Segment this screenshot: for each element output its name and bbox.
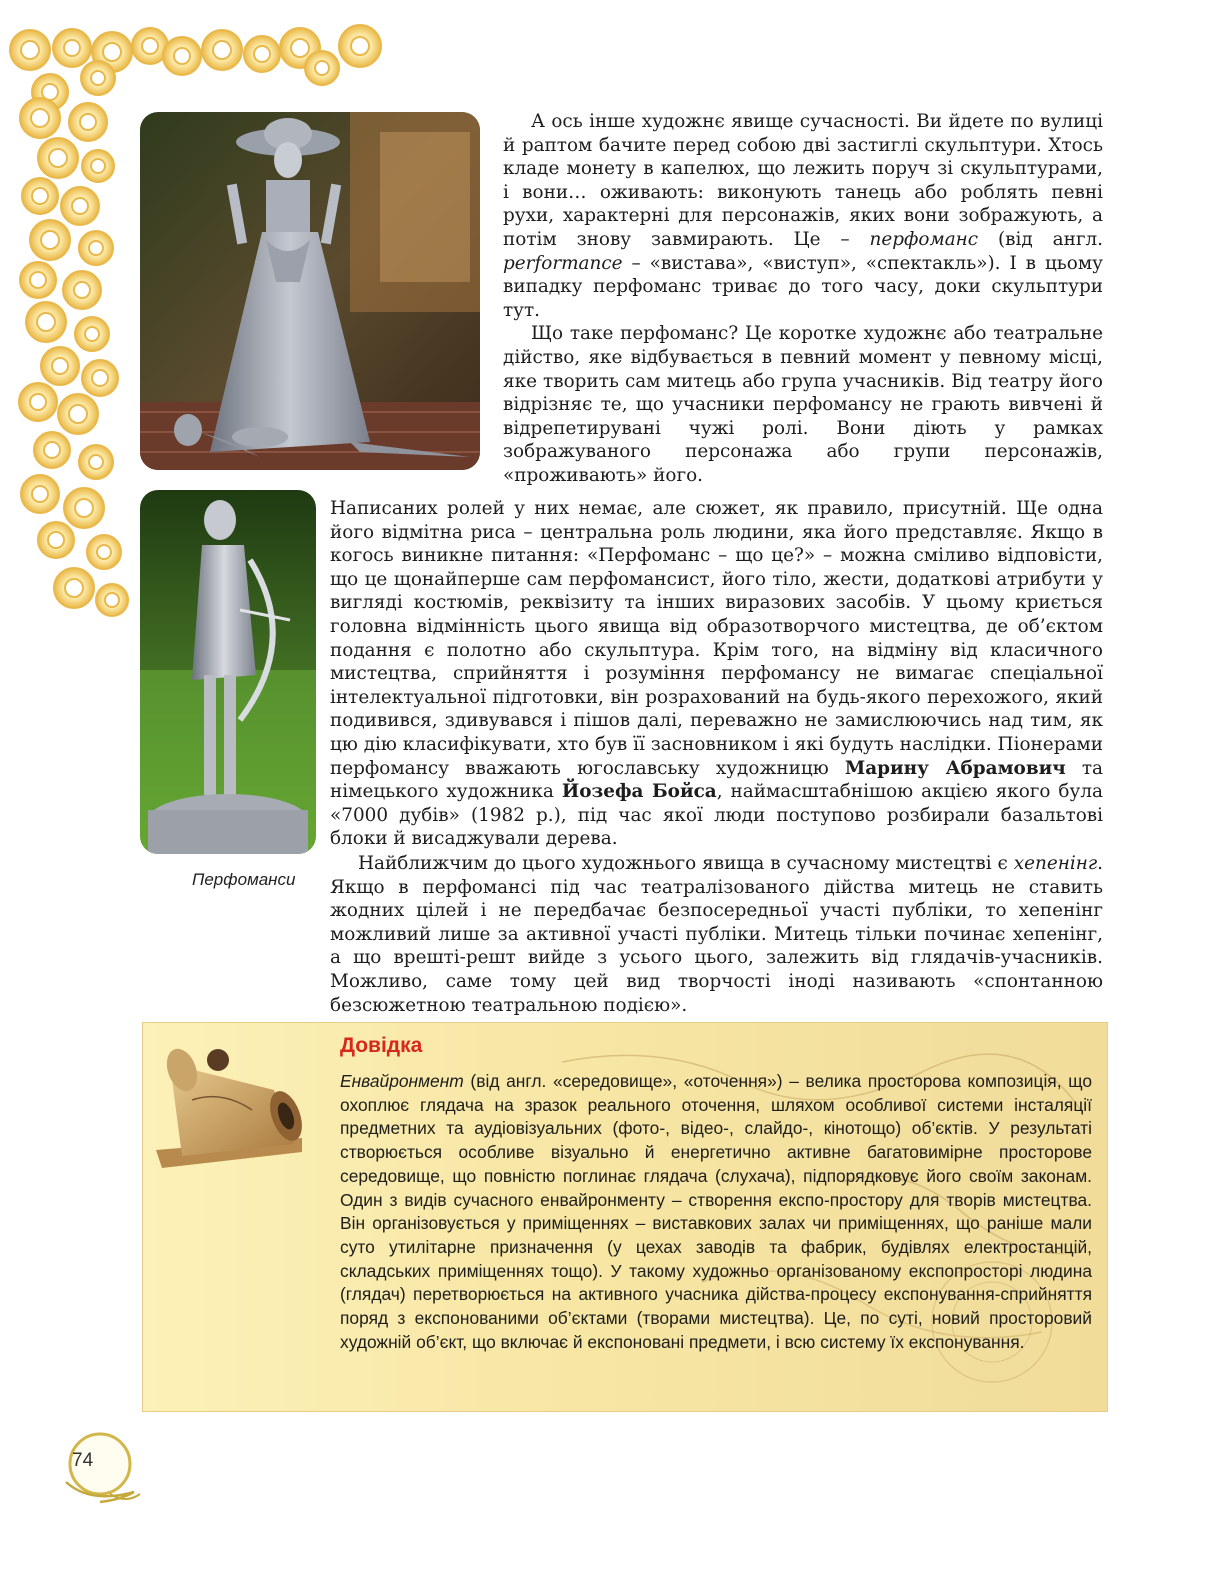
term-performance-english: performance xyxy=(503,252,623,274)
paragraph-1: А ось інше художнє явище сучасності. Ви йдете по вулиці й раптом бачите перед собою дві застиглі скульптури. Хтось кладе монету в капелюх, що лежить поруч зі скульптурами, і вони… оживають: виконують танець або роблять певні рухи, характерні для персонажів, яких вони зображують, а потім знову завмирають. Це – перфоманс (від англ. performance – «вистава», «виступ», «спектакль»). І в цьому випадку перфоманс триває до того часу, доки скульптури тут. xyxy=(503,111,1103,321)
artist-name-abramovic: Марину Абрамович xyxy=(844,757,1066,779)
statue-archer-photo xyxy=(140,490,316,854)
article-text-middle xyxy=(330,497,1103,851)
page-number: 74 xyxy=(72,1450,94,1471)
reference-box xyxy=(142,1022,1108,1412)
article-text-bottom xyxy=(330,852,1103,1017)
term-happening: хепенінг xyxy=(1013,853,1098,874)
paragraph-2-continued: Написаних ролей у них немає, але сюжет, як правило, присутній. Ще одна його відмітна риса – центральна роль людини, яка його представляє. Якщо в когось виникне питання: «Перфоманс – що це?» – можна сміливо відповісти, що це щонайперше сам перфомансист, його тіло, жести, додаткові атрибути у вигляді костюмів, реквізиту та інших виразових засобів. У цьому криється головна відмінність цього явища від образотворчого мистецтва, де об’єктом подання є полотно або скульптура. Крім того, на відміну від класичного мистецтва, сприйняття і розуміння перфомансу не вимагає спеціальної інтелектуальної підготовки, він розрахований на будь-якого перехожого, який подивився, здивувався і пішов далі, переважно не замислюючись над тим, як цю дію класифікувати, хто був її засновником і які будуть наслідки. Піонерами перфомансу вважають югославську художницю Марину Абрамович та німецького художника Йозефа Бойса, наймасштабнішою акцією якого була «7000 дубів» (1982 р.), під час якої люди поступово розбирали базальтові блоки й висаджували дерева. xyxy=(330,498,1103,850)
scroll-icon xyxy=(152,1040,302,1170)
statue-woman-hat-photo xyxy=(140,112,480,470)
artist-name-beuys: Йозефа Бойса xyxy=(561,781,717,803)
reference-term: Енвайронмент xyxy=(340,1071,464,1091)
paragraph-3: Найближчим до цього художнього явища в сучасному мистецтві є хепенінг. Якщо в перфомансі під час театралізованого дійства митець не ставить жодних цілей і не передбачає безпосередньої участі публіки, то хепенінг можливий лише за активної участі публіки. Митець тільки починає хепенінг, а що врешті-решт вийде з усього цього, залежить від глядачів-учасників. Можливо, саме тому цей вид творчості іноді називають «спонтанною безсюжетною театральною подією». xyxy=(330,853,1103,1016)
photo-caption: Перфоманси xyxy=(192,870,296,889)
reference-title: Довідка xyxy=(340,1034,423,1057)
term-performance: перфоманс xyxy=(869,228,979,250)
article-text-top xyxy=(503,110,1103,488)
reference-body: Енвайронмент (від англ. «середовище», «оточення») – велика просторова композиція, що охоплює глядача на зразок реального оточення, шляхом особливої системи інсталяції предметних та аудіовізуальних (фото-, відео-, слайдо-, кінотощо) об’єктів. У результаті створюється особливе візуально й енергетично активне багатовимірне просторове середовище, що повністю поглинає глядача (слухача), підпорядковує його своїм законам. Один з видів сучасного енвайронменту – створення експо-простору для творів мистецтва. Він організовується у приміщеннях – виставкових залах чи приміщеннях, що раніше мали суто утилітарне призначення (у цехах заводів та фабрик, будівлях електростанцій, складських приміщеннях тощо). У такому художньо організованому експопросторі людина (глядач) перетворюється на активного учасника дійства-процесу експонування-сприйняття поряд з експонованими об’єктами (творами мистецтва). Це, по суті, новий просторовий художній об’єкт, що включає й експоновані предмети, і всю систему їх експонування. xyxy=(340,1071,1092,1352)
paragraph-2: Що таке перфоманс? Це коротке художнє або театральне дійство, яке відбувається в певний момент у певному місці, яке творить сам митець або група учасників. Від театру його відрізняє те, що учасники перфомансу не грають вивчені й відрепетирувані чужі ролі. Вони діють у рамках зображуваного персонажа або групи персонажів, «проживають» його. xyxy=(503,323,1103,486)
